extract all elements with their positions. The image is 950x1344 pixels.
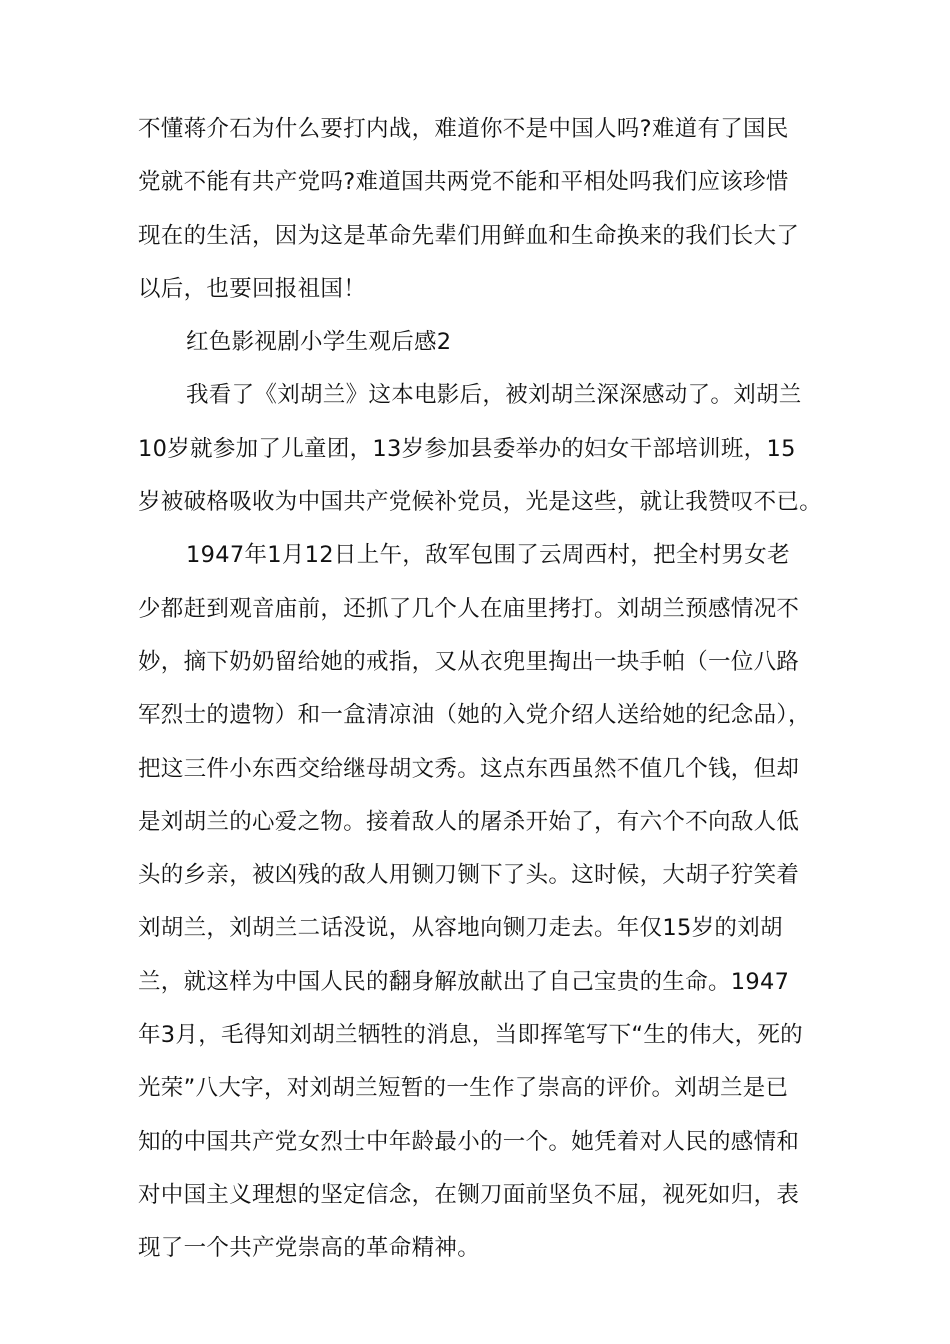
paragraph-line: 对中国主义理想的坚定信念，在铡刀面前坚负不屈，视死如归，表 bbox=[138, 1181, 800, 1208]
paragraph-line: 少都赶到观音庙前，还抓了几个人在庙里拷打。刘胡兰预感情况不 bbox=[138, 595, 800, 622]
paragraph-line: 以后，也要回报祖国！ bbox=[138, 275, 367, 302]
paragraph-line: 现了一个共产党崇高的革命精神。 bbox=[138, 1235, 481, 1262]
paragraph-line: 头的乡亲，被凶残的敌人用铡刀铡下了头。这时候，大胡子狞笑着 bbox=[138, 862, 800, 889]
paragraph-line: 光荣”八大字，对刘胡兰短暂的一生作了崇高的评价。刘胡兰是已 bbox=[138, 1075, 789, 1102]
paragraph-line: 刘胡兰，刘胡兰二话没说，从容地向铡刀走去。年仅15岁的刘胡 bbox=[138, 915, 783, 942]
paragraph-line: 现在的生活，因为这是革命先辈们用鲜血和生命换来的我们长大了 bbox=[138, 222, 800, 249]
paragraph-line: 不懂蒋介石为什么要打内战，难道你不是中国人吗?难道有了国民 bbox=[138, 116, 789, 142]
paragraph-1 bbox=[138, 103, 828, 316]
paragraph-line: 年3月，毛得知刘胡兰牺牲的消息，当即挥笔写下“生的伟大，死的 bbox=[138, 1022, 803, 1049]
paragraph-line: 把这三件小东西交给继母胡文秀。这点东西虽然不值几个钱，但却 bbox=[138, 755, 800, 782]
paragraph-2 bbox=[138, 369, 828, 529]
section-heading: 红色影视剧小学生观后感2 bbox=[186, 329, 452, 356]
document-body bbox=[138, 103, 828, 1276]
paragraph-line: 我看了《刘胡兰》这本电影后，被刘胡兰深深感动了。刘胡兰 bbox=[186, 382, 802, 409]
paragraph-line: 10岁就参加了儿童团，13岁参加县委举办的妇女干部培训班，15 bbox=[138, 435, 796, 462]
paragraph-line: 是刘胡兰的心爱之物。接着敌人的屠杀开始了，有六个不向敌人低 bbox=[138, 808, 800, 835]
paragraph-line: 妙，摘下奶奶留给她的戒指，又从衣兜里掏出一块手帕（一位八路 bbox=[138, 648, 800, 675]
paragraph-line: 军烈士的遗物）和一盒清凉油（她的入党介绍人送给她的纪念品）， bbox=[138, 702, 811, 729]
paragraph-line: 知的中国共产党女烈士中年龄最小的一个。她凭着对人民的感情和 bbox=[138, 1128, 800, 1155]
paragraph-line: 党就不能有共产党吗?难道国共两党不能和平相处吗我们应该珍惜 bbox=[138, 169, 789, 196]
paragraph-line: 岁被破格吸收为中国共产党候补党员，光是这些，就让我赞叹不已。 bbox=[138, 489, 823, 516]
paragraph-3 bbox=[138, 529, 828, 1275]
paragraph-line: 兰，就这样为中国人民的翻身解放献出了自己宝贵的生命。1947 bbox=[138, 968, 790, 995]
paragraph-line: 1947年1月12日上午，敌军包围了云周西村，把全村男女老 bbox=[186, 542, 790, 569]
